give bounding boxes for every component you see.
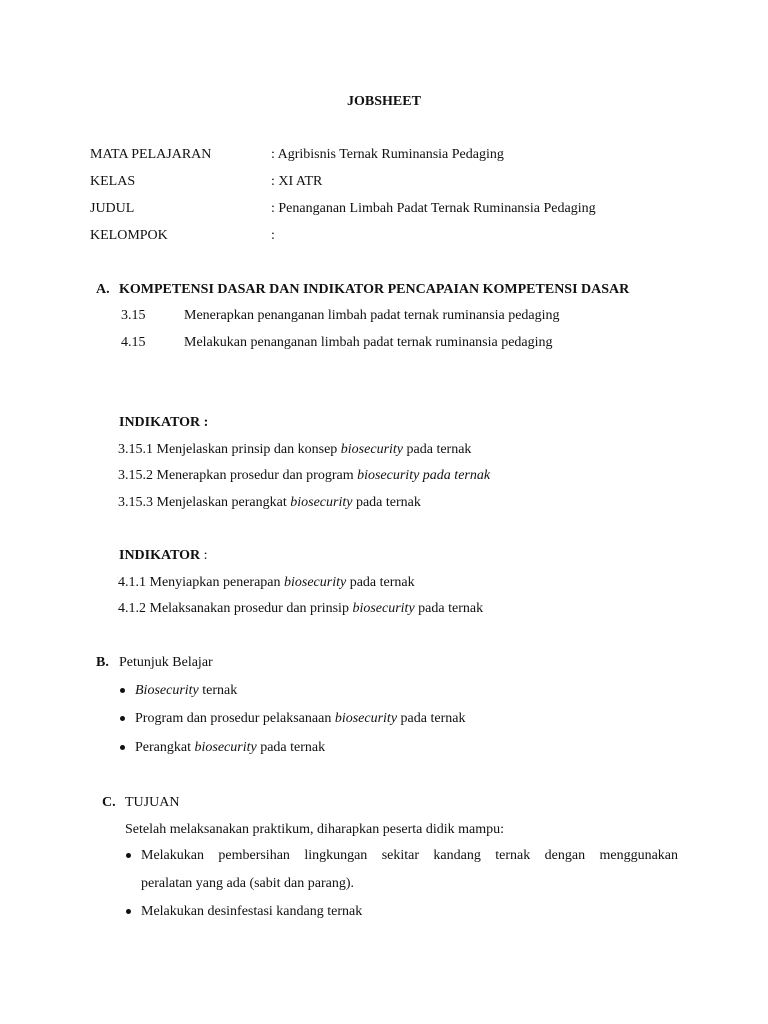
- bullet-icon: [120, 745, 125, 750]
- bullet-icon: [120, 716, 125, 721]
- section-b-heading: Petunjuk Belajar: [119, 655, 213, 670]
- indikator-item: 3.15.1 Menjelaskan prinsip dan konsep biosecurity pada ternak: [118, 442, 472, 457]
- meta-value-kelompok: :: [271, 228, 275, 243]
- kd-text: Menerapkan penanganan limbah padat ternak ruminansia pedaging: [184, 308, 560, 323]
- meta-value-judul: : Penanganan Limbah Padat Ternak Ruminansia Pedaging: [271, 201, 596, 216]
- section-c-heading: TUJUAN: [125, 795, 180, 810]
- bullet-icon: [126, 909, 131, 914]
- section-c-intro: Setelah melaksanakan praktikum, diharapkan peserta didik mampu:: [125, 822, 505, 837]
- list-item: Biosecurity ternak: [135, 683, 238, 698]
- indikator-item: 4.1.2 Melaksanakan prosedur dan prinsip biosecurity pada ternak: [118, 601, 484, 616]
- tujuan-item-line: Melakukan desinfestasi kandang ternak: [141, 904, 363, 919]
- indikator-item: 3.15.2 Menerapkan prosedur dan program biosecurity pada ternak: [118, 468, 491, 483]
- section-b-marker: B.: [96, 655, 109, 670]
- section-c-marker: C.: [102, 795, 116, 810]
- indikator-heading: INDIKATOR :: [119, 415, 209, 430]
- meta-value-mata-pelajaran: : Agribisnis Ternak Ruminansia Pedaging: [271, 147, 504, 162]
- tujuan-item-line: Melakukan pembersihan lingkungan sekitar kandang ternak dengan menggunakan: [141, 848, 678, 863]
- meta-label-kelas: KELAS: [90, 174, 136, 189]
- bullet-icon: [120, 688, 125, 693]
- meta-label-kelompok: KELOMPOK: [90, 228, 168, 243]
- kd-code: 3.15: [121, 308, 146, 323]
- indikator-item: 4.1.1 Menyiapkan penerapan biosecurity pada ternak: [118, 575, 415, 590]
- meta-value-kelas: : XI ATR: [271, 174, 323, 189]
- list-item: Perangkat biosecurity pada ternak: [135, 740, 326, 755]
- meta-label-mata-pelajaran: MATA PELAJARAN: [90, 147, 212, 162]
- section-a-marker: A.: [96, 282, 110, 297]
- meta-label-judul: JUDUL: [90, 201, 135, 216]
- bullet-icon: [126, 853, 131, 858]
- page-title: JOBSHEET: [347, 94, 421, 109]
- list-item: Program dan prosedur pelaksanaan biosecurity pada ternak: [135, 711, 466, 726]
- kd-text: Melakukan penanganan limbah padat ternak ruminansia pedaging: [184, 335, 553, 350]
- section-a-heading: KOMPETENSI DASAR DAN INDIKATOR PENCAPAIAN KOMPETENSI DASAR: [119, 282, 630, 297]
- indikator-heading: INDIKATOR :: [119, 548, 208, 563]
- kd-code: 4.15: [121, 335, 146, 350]
- indikator-item: 3.15.3 Menjelaskan perangkat biosecurity pada ternak: [118, 495, 421, 510]
- tujuan-item-line: peralatan yang ada (sabit dan parang).: [141, 876, 355, 891]
